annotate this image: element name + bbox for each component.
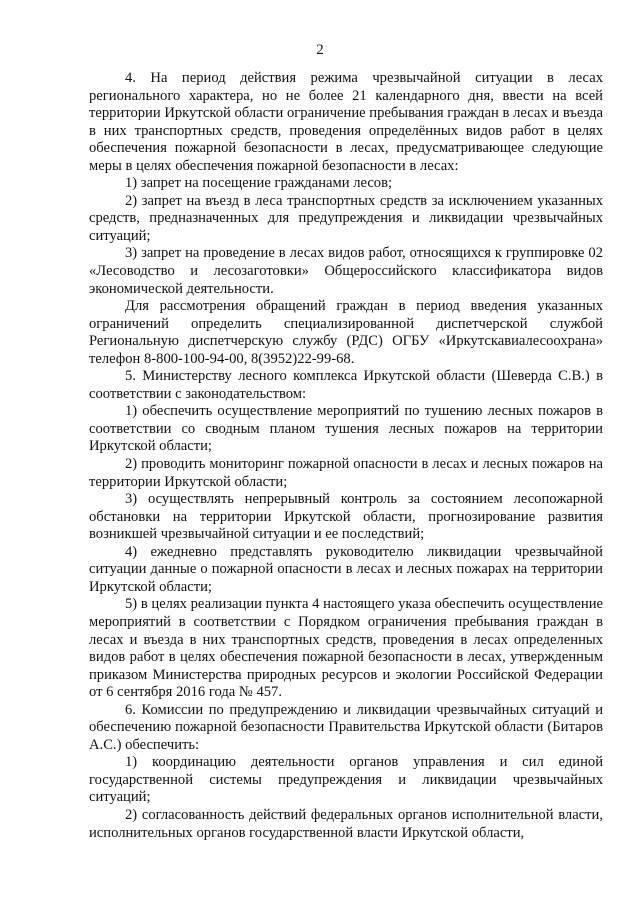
paragraph-5-item-1: 1) обеспечить осуществление мероприятий по тушению лесных пожаров в соответствии со сводным планом тушения лесных пожаров на территории Иркутской области; — [89, 403, 603, 455]
paragraph-5-item-2: 2) проводить мониторинг пожарной опасности в лесах и лесных пожаров на территории Иркутской области; — [89, 456, 603, 490]
paragraph-6-item-1: 1) координацию деятельности органов управления и сил единой государственной системы предупреждения и ликвидации чрезвычайных ситуаций; — [89, 754, 603, 806]
paragraph-4-intro: 4. На период действия режима чрезвычайной ситуации в лесах регионального характера, но не более 21 календарного дня, ввести на всей территории Иркутской области ограничение пребывания граждан в лесах и въезда в них транспортных средств, проведения определённых видов работ в целях обеспечения пожарной безопасности в лесах, предусматривающее следующие меры в целях обеспечения пожарной безопасности в лесах: — [89, 70, 603, 174]
paragraph-5-item-5: 5) в целях реализации пункта 4 настоящего указа обеспечить осуществление мероприятий в соответствии с Порядком ограничения пребывания граждан в лесах и въезда в них транспортных средств, проведения в лесах определенных видов работ в целях обеспечения пожарной безопасности в лесах, утвержденным приказом Министерства природных ресурсов и экологии Российской Федерации от 6 сентября 2016 года № 457. — [89, 596, 603, 701]
paragraph-4-item-1: 1) запрет на посещение гражданами лесов; — [125, 175, 393, 192]
page-number: 2 — [316, 42, 324, 58]
document-body — [89, 70, 603, 842]
paragraph-5-item-4: 4) ежедневно представлять руководителю ликвидации чрезвычайной ситуации данные о пожарной опасности в лесах и лесных пожарах на территории Иркутской области; — [89, 543, 603, 595]
paragraph-4-item-3: 3) запрет на проведение в лесах видов работ, относящихся к группировке 02 «Лесоводство и лесозаготовки» Общероссийского классификатора видов экономической деятельности. — [89, 245, 603, 297]
paragraph-4-item-2: 2) запрет на въезд в леса транспортных средств за исключением указанных средств, предназначенных для предупреждения и ликвидации чрезвычайных ситуаций; — [89, 192, 603, 244]
paragraph-6-item-2: 2) согласованность действий федеральных органов исполнительной власти, исполнительных органов государственной власти Иркутской области, — [89, 806, 603, 841]
paragraph-4-dispatch: Для рассмотрения обращений граждан в период введения указанных ограничений определить специализированной диспетчерской службой Региональную диспетчерскую службу (РДС) ОГБУ «Иркутскавиалесоохрана» телефон 8-800-100-94-00, 8(3952)22-99-68. — [89, 298, 603, 367]
paragraph-5-item-3: 3) осуществлять непрерывный контроль за состоянием лесопожарной обстановки на территории Иркутской области, прогнозирование развития возникшей чрезвычайной ситуации и ее последствий; — [89, 491, 603, 543]
paragraph-6-intro: 6. Комиссии по предупреждению и ликвидации чрезвычайных ситуаций и обеспечению пожарной безопасности Правительства Иркутской области (Битаров А.С.) обеспечить: — [89, 701, 603, 753]
paragraph-5-intro: 5. Министерству лесного комплекса Иркутской области (Шеверда С.В.) в соответствии с законодательством: — [89, 368, 603, 402]
